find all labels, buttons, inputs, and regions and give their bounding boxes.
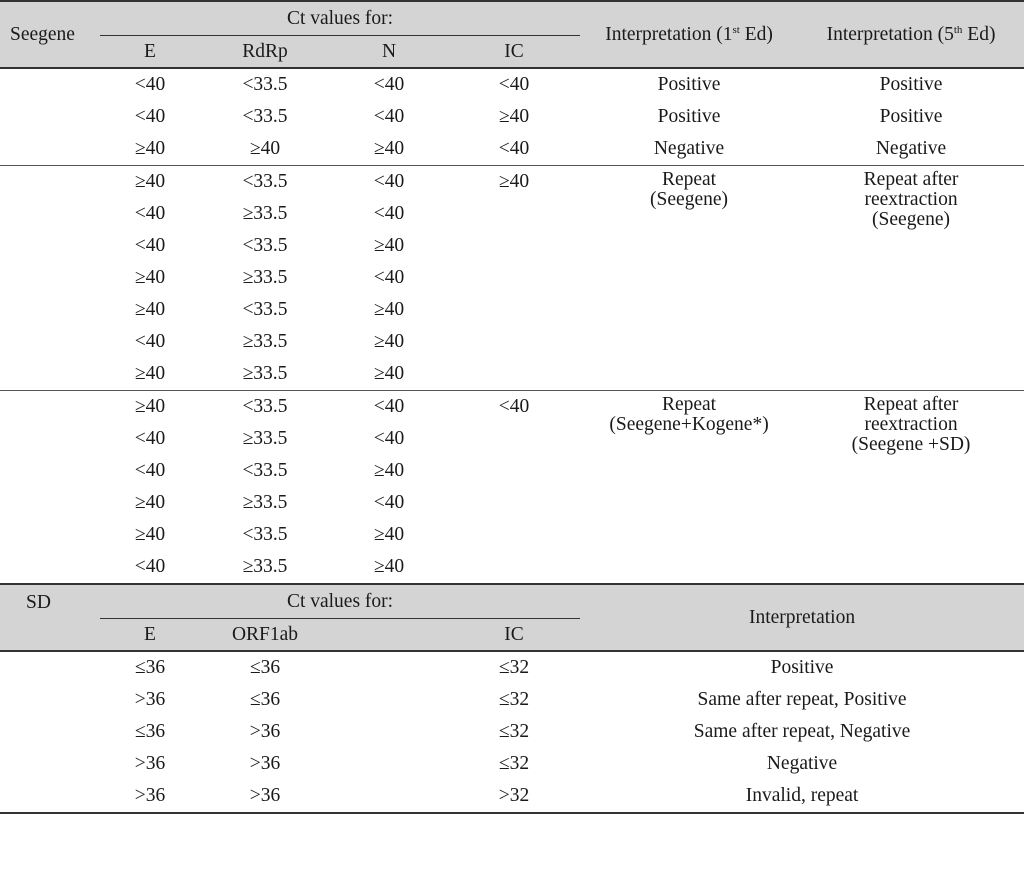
cell-n: ≥40	[373, 460, 405, 482]
sd-cell-orf1ab: ≤36	[200, 651, 330, 684]
sd-cell-ic: ≤32	[498, 753, 530, 775]
cell-rdrp: <33.5	[242, 299, 288, 321]
cell-e: <40	[134, 106, 166, 128]
table-row	[0, 68, 1024, 101]
cell-e: <40	[134, 460, 166, 482]
interp-line: Repeat after	[863, 394, 959, 415]
cell-n: ≥40	[373, 235, 405, 257]
cell-rdrp: ≥33.5	[242, 267, 288, 289]
col-rdrp-header: RdRp	[200, 36, 330, 69]
interp-5th-header: Interpretation (5th Ed)	[798, 1, 1024, 68]
sd-cell-e: >36	[134, 753, 166, 775]
seegene-ct-header: Ct values for:	[100, 1, 580, 36]
sd-cell-interp: Negative	[766, 753, 838, 775]
seegene-header	[0, 1, 1024, 68]
cell-rdrp: ≥33.5	[242, 331, 288, 353]
sd-cell-e: >36	[134, 689, 166, 711]
cell-n: <40	[373, 428, 405, 450]
sd-cell-e: ≤36	[100, 651, 200, 684]
cell-n: <40	[330, 68, 448, 101]
cell-e: <40	[134, 203, 166, 225]
cell-n: ≥40	[373, 556, 405, 578]
sd-cell-interp: Same after repeat, Negative	[693, 721, 911, 743]
cell-e: ≥40	[134, 492, 166, 514]
sd-cell-ic: >32	[448, 780, 580, 813]
interp-line: Repeat after	[863, 169, 959, 190]
cell-n: ≥40	[373, 363, 405, 385]
sd-cell-ic: ≤32	[498, 689, 530, 711]
cell-e: ≥40	[134, 267, 166, 289]
table-row	[0, 780, 1024, 813]
interp-line: reextraction	[864, 413, 958, 435]
cell-ic: <40	[448, 68, 580, 101]
table-row	[0, 748, 1024, 780]
sd-rows	[0, 651, 1024, 813]
sd-cell-orf1ab: >36	[200, 780, 330, 813]
cell-rdrp: <33.5	[242, 106, 288, 128]
interp-1st-header: Interpretation (1st Ed)	[580, 1, 798, 68]
cell-interp-5th: Positive	[798, 68, 1024, 101]
cell-rdrp: ≥33.5	[242, 492, 288, 514]
interp-line: (Seegene+Kogene*)	[609, 413, 769, 435]
sd-cell-orf1ab: >36	[249, 753, 281, 775]
cell-n: ≥40	[373, 331, 405, 353]
cell-interp-5th: Negative	[875, 138, 947, 160]
cell-ic: ≥40	[448, 166, 580, 199]
cell-e: <40	[100, 68, 200, 101]
table-row	[0, 716, 1024, 748]
table-row	[0, 684, 1024, 716]
cell-n: <40	[373, 106, 405, 128]
sd-label: SD	[0, 584, 100, 651]
sd-ct-header: Ct values for:	[100, 584, 580, 619]
seegene-group-1	[0, 68, 1024, 166]
cell-ic: <40	[498, 138, 530, 160]
table-row	[0, 133, 1024, 166]
cell-ic: <40	[448, 391, 580, 424]
cell-e: ≥40	[100, 391, 200, 424]
cell-n: ≥40	[373, 299, 405, 321]
sd-col-spacer	[330, 619, 448, 652]
cell-rdrp: <33.5	[242, 524, 288, 546]
cell-e: <40	[134, 556, 166, 578]
cell-e: ≥40	[134, 524, 166, 546]
cell-rdrp: <33.5	[200, 166, 330, 199]
cell-rdrp: <33.5	[242, 235, 288, 257]
table-row	[0, 391, 1024, 424]
interp-line: Repeat	[661, 394, 717, 415]
sd-cell-ic: ≤32	[448, 651, 580, 684]
sd-cell-interp: Invalid, repeat	[580, 780, 1024, 813]
cell-rdrp: ≥33.5	[242, 363, 288, 385]
cell-interp-1st: Positive	[580, 68, 798, 101]
cell-e: <40	[134, 235, 166, 257]
group2-interp-5th	[798, 166, 1024, 391]
seegene-label: Seegene	[0, 1, 100, 68]
group3-interp-1st	[580, 391, 798, 585]
interp-line: (Seegene +SD)	[851, 433, 971, 455]
sd-cell-interp: Positive	[580, 651, 1024, 684]
cell-n: ≥40	[373, 138, 405, 160]
interp-line: (Seegene)	[872, 208, 950, 230]
sd-col-ic-header: IC	[448, 619, 580, 652]
table-row	[0, 166, 1024, 199]
cell-ic: ≥40	[498, 106, 530, 128]
cell-e: <40	[134, 331, 166, 353]
interp-line: reextraction	[864, 188, 958, 210]
group2-interp-1st	[580, 166, 798, 391]
sd-cell-e: >36	[100, 780, 200, 813]
cell-e: ≥40	[100, 166, 200, 199]
interp-line: (Seegene)	[650, 188, 728, 210]
seegene-group-2	[0, 166, 1024, 391]
cell-interp-5th: Positive	[879, 106, 943, 128]
cell-e: ≥40	[134, 138, 166, 160]
cell-n: <40	[330, 391, 448, 424]
seegene-group-3	[0, 391, 1024, 585]
cell-n: <40	[330, 166, 448, 199]
sd-cell-interp: Same after repeat, Positive	[697, 689, 907, 711]
cell-rdrp: <33.5	[200, 391, 330, 424]
sd-interp-header: Interpretation	[580, 584, 1024, 651]
interp-line: Repeat	[661, 169, 717, 190]
cell-n: ≥40	[373, 524, 405, 546]
sd-cell-ic: ≤32	[498, 721, 530, 743]
cell-rdrp: ≥33.5	[242, 203, 288, 225]
table-row	[0, 651, 1024, 684]
cell-rdrp: <33.5	[200, 68, 330, 101]
group3-interp-5th	[798, 391, 1024, 585]
cell-n: <40	[373, 203, 405, 225]
sd-cell-orf1ab: ≤36	[249, 689, 281, 711]
sd-cell-orf1ab: >36	[249, 721, 281, 743]
sd-col-orf1ab-header: ORF1ab	[200, 619, 330, 652]
cell-n: <40	[373, 267, 405, 289]
sd-header	[0, 584, 1024, 651]
cell-rdrp: ≥40	[249, 138, 281, 160]
cell-e: <40	[134, 428, 166, 450]
cell-rdrp: ≥33.5	[242, 556, 288, 578]
sd-col-e-header: E	[100, 619, 200, 652]
sd-cell-e: ≤36	[134, 721, 166, 743]
cell-interp-1st: Positive	[657, 106, 721, 128]
cell-rdrp: ≥33.5	[242, 428, 288, 450]
col-e-header: E	[100, 36, 200, 69]
cell-e: ≥40	[134, 299, 166, 321]
table-row	[0, 101, 1024, 133]
col-n-header: N	[330, 36, 448, 69]
col-ic-header: IC	[448, 36, 580, 69]
cell-n: <40	[373, 492, 405, 514]
cell-rdrp: <33.5	[242, 460, 288, 482]
cell-interp-1st: Negative	[653, 138, 725, 160]
cell-e: ≥40	[134, 363, 166, 385]
